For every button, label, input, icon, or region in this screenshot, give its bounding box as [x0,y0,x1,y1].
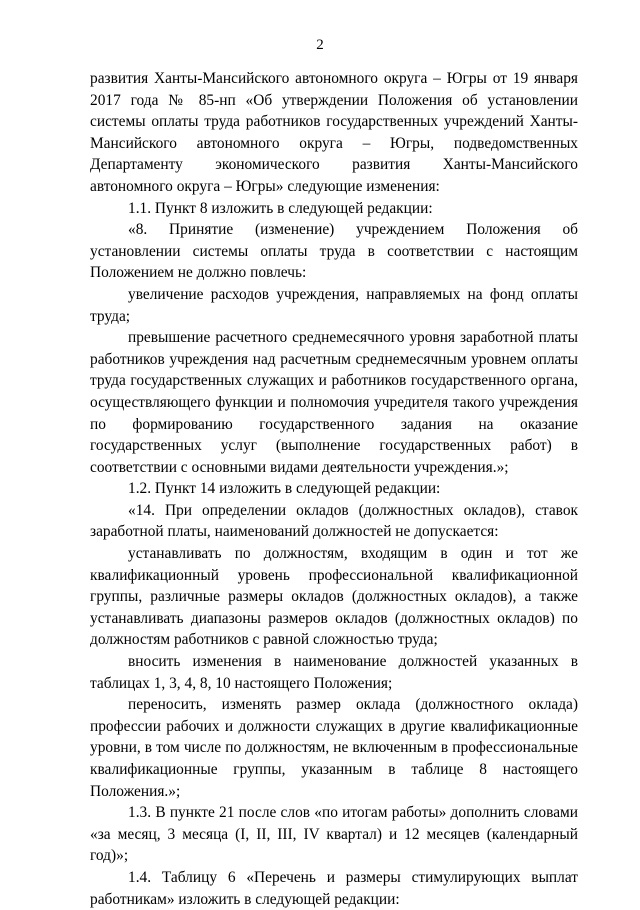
paragraph-clause-14: «14. При определении окладов (должностных окладов), ставок заработной платы, наименований должностей не допускается: [90,501,578,541]
paragraph-clause-14-c: переносить, изменять размер оклада (должностного оклада) профессии рабочих и должности служащих в другие квалификационные уровни, в том числе по должностям, не включенным в профессиональные квалификационные группы, указанным в таблице 8 настоящего Положения.»; [90,696,578,800]
paragraph-clause-8: «8. Принятие (изменение) учреждением Положения об установлении системы оплаты труда в соответствии с настоящим Положением не должно повлечь: [90,221,578,282]
paragraph-intro: развития Ханты-Мансийского автономного округа – Югры от 19 января 2017 года № 85-нп «Об утверждении Положения об установлении системы оплаты труда работников государственных учреждений Ханты-Мансийского автономного округа – Югры, подведомственных Департаменту экономического развития Ханты-Мансийского автономного округа – Югры» следующие изменения: [90,70,578,195]
paragraph-clause-8-b: превышение расчетного среднемесячного уровня заработной платы работников учреждения над расчетным среднемесячным уровнем оплаты труда государственных служащих и работников государственного органа, осуществляющего функции и полномочия учредителя такого учреждения по формированию государственного задания на оказание государственных услуг (выполнение государственных работ) в соответствии с основными видами деятельности учреждения.»; [90,329,578,476]
paragraph-item-1-1: 1.1. Пункт 8 изложить в следующей редакции: [128,199,433,217]
page-number: 2 [316,37,324,53]
paragraph-clause-14-b: вносить изменения в наименование должностей указанных в таблицах 1, 3, 4, 8, 10 настоящего Положения; [90,653,578,692]
paragraph-item-1-2: 1.2. Пункт 14 изложить в следующей редакции: [128,480,441,498]
paragraph-clause-14-a: устанавливать по должностям, входящим в один и тот же квалификационный уровень профессиональной квалификационной группы, различные размеры окладов (должностных окладов), а также устанавливать диапазоны размеров окладов (должностных окладов) по должностям работников с равной сложностью труда; [90,545,578,649]
paragraph-clause-8-a: увеличение расходов учреждения, направляемых на фонд оплаты труда; [90,285,578,325]
paragraph-item-1-3: 1.3. В пункте 21 после слов «по итогам работы» дополнить словами «за месяц, 3 месяца (I, II, III, IV квартал) и 12 месяцев (календарный год)»; [90,804,578,865]
document-body [90,68,578,910]
paragraph-item-1-4: 1.4. Таблицу 6 «Перечень и размеры стимулирующих выплат работникам» изложить в следующей редакции: [90,868,578,908]
